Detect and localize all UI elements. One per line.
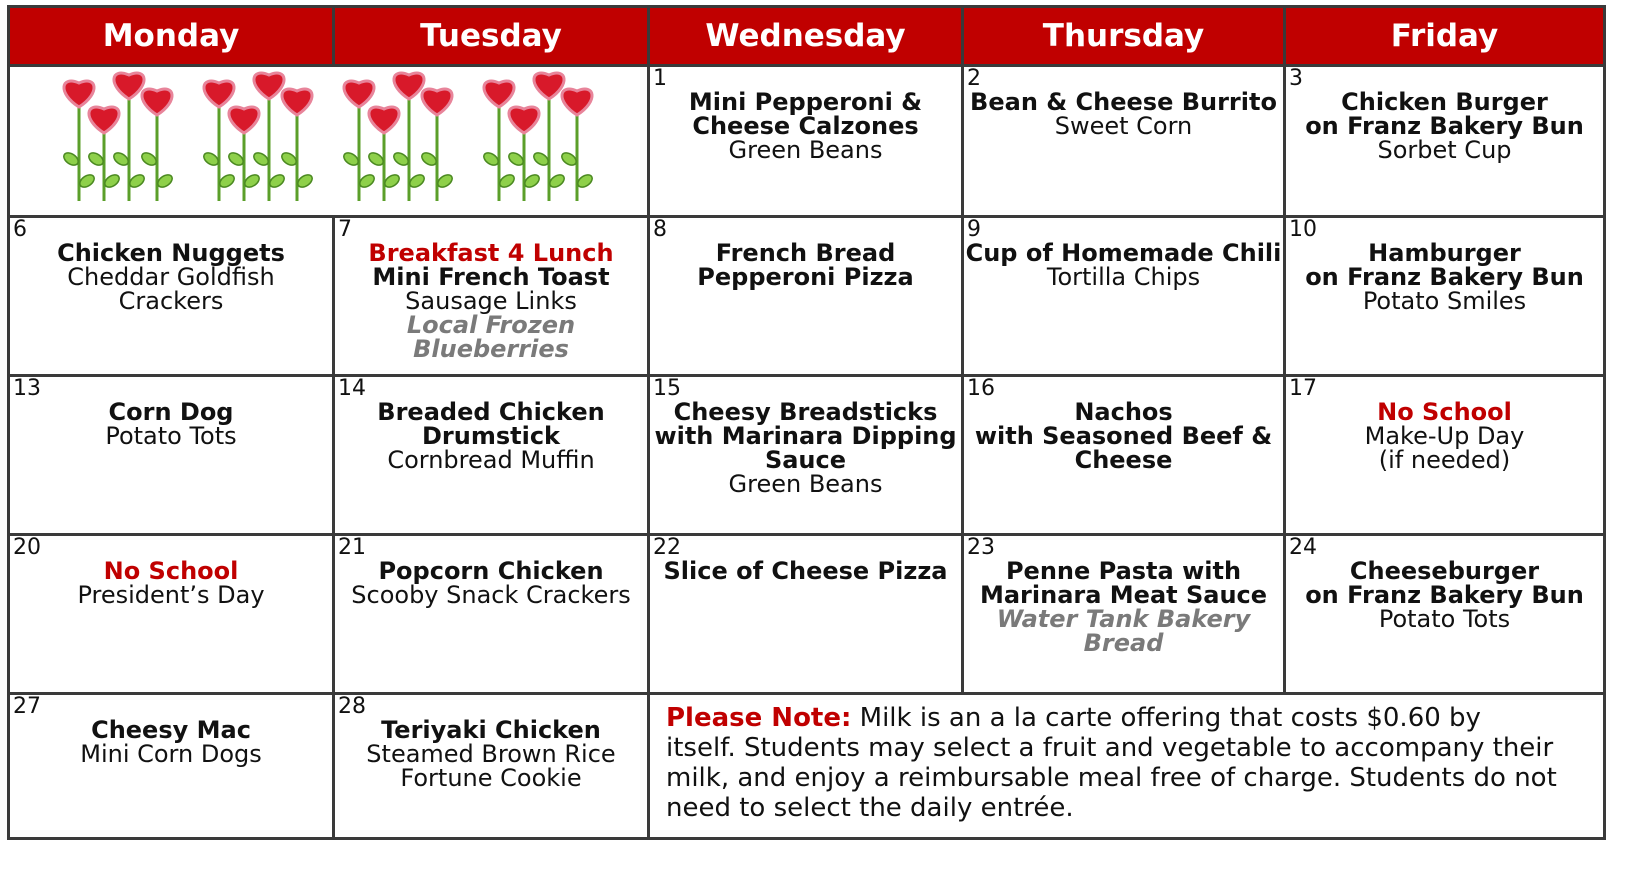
header-monday: Monday <box>9 7 334 66</box>
menu-item: Cup of Homemade Chili <box>965 239 1282 267</box>
day-menu <box>964 218 1283 289</box>
day-menu <box>1286 218 1603 313</box>
day-number: 16 <box>967 376 995 401</box>
heart-icon <box>141 89 171 115</box>
menu-item: No School <box>1377 398 1512 426</box>
day-number: 7 <box>338 217 352 242</box>
day-number: 13 <box>13 376 41 401</box>
day-cell <box>1285 217 1605 376</box>
day-menu <box>10 377 332 448</box>
menu-item: Sausage Links <box>405 287 577 315</box>
week-row-5 <box>9 694 1605 839</box>
menu-item: Potato Tots <box>105 422 237 450</box>
heart-icon <box>343 81 373 107</box>
day-number: 8 <box>653 217 667 242</box>
heart-icon <box>281 89 311 115</box>
day-cell <box>963 217 1285 376</box>
weekday-header-row <box>9 7 1605 66</box>
heart-icon <box>368 107 398 133</box>
day-number: 17 <box>1289 376 1317 401</box>
menu-item: Cheesy Breadsticks <box>673 398 938 426</box>
menu-item: Breakfast 4 Lunch <box>368 239 614 267</box>
menu-item: Potato Smiles <box>1362 287 1527 315</box>
day-number: 14 <box>338 376 366 401</box>
menu-item: Blueberries <box>413 335 569 363</box>
menu-item: Cornbread Muffin <box>387 446 595 474</box>
menu-item: Water Tank Bakery <box>996 605 1251 633</box>
day-menu <box>964 67 1283 138</box>
menu-item: Local Frozen <box>406 311 576 339</box>
menu-item: Slice of Cheese Pizza <box>663 557 948 585</box>
menu-item: Sorbet Cup <box>1377 136 1512 164</box>
menu-item: Fortune Cookie <box>400 764 582 792</box>
menu-item: Bread <box>1083 629 1164 657</box>
week-row-3 <box>9 376 1605 535</box>
day-cell <box>1285 376 1605 535</box>
menu-item: Pepperoni Pizza <box>697 263 914 291</box>
menu-item: Breaded Chicken <box>377 398 605 426</box>
day-number: 10 <box>1289 217 1317 242</box>
menu-item: (if needed) <box>1378 446 1511 474</box>
menu-item: Nachos <box>1074 398 1173 426</box>
day-menu <box>1286 67 1603 162</box>
menu-item: Penne Pasta with <box>1005 557 1242 585</box>
day-menu <box>650 377 961 496</box>
day-menu <box>650 218 961 289</box>
day-number: 15 <box>653 376 681 401</box>
note-label: Please Note: <box>666 703 852 733</box>
day-number: 28 <box>338 694 366 719</box>
header-tuesday: Tuesday <box>334 7 649 66</box>
heart-icon <box>508 107 538 133</box>
menu-item: Teriyaki Chicken <box>381 716 601 744</box>
menu-item: Drumstick <box>421 422 561 450</box>
day-menu <box>964 377 1283 472</box>
day-cell <box>963 376 1285 535</box>
day-number: 20 <box>13 535 41 560</box>
menu-item: Chicken Burger <box>1341 88 1548 116</box>
day-number: 27 <box>13 694 41 719</box>
day-cell <box>1285 535 1605 694</box>
menu-item: Sauce <box>764 446 847 474</box>
menu-item: with Marinara Dipping <box>654 422 957 450</box>
day-cell <box>649 66 963 217</box>
menu-item: Chicken Nuggets <box>57 239 285 267</box>
heart-flowers-decoration <box>9 66 649 217</box>
day-menu <box>10 536 332 607</box>
day-cell <box>334 535 649 694</box>
menu-item: Cheese Calzones <box>692 112 919 140</box>
day-menu <box>1286 377 1603 472</box>
menu-item: Cheeseburger <box>1349 557 1540 585</box>
heart-icon <box>63 81 93 107</box>
menu-item: Tortilla Chips <box>1046 263 1201 291</box>
day-cell <box>9 376 334 535</box>
menu-item: Make-Up Day <box>1364 422 1525 450</box>
heart-icon <box>253 73 283 99</box>
note-line: itself. Students may select a fruit and vegetable to accompany their <box>666 733 1554 763</box>
menu-item: Hamburger <box>1368 239 1521 267</box>
day-cell <box>963 66 1285 217</box>
header-thursday: Thursday <box>963 7 1285 66</box>
day-number: 9 <box>967 217 981 242</box>
menu-item: Mini Pepperoni & <box>688 88 923 116</box>
day-cell <box>649 535 963 694</box>
menu-item: Bean & Cheese Burrito <box>970 88 1277 116</box>
heart-icon <box>113 73 143 99</box>
menu-item: on Franz Bakery Bun <box>1305 263 1584 291</box>
day-number: 24 <box>1289 535 1317 560</box>
heart-icon <box>88 107 118 133</box>
menu-item: Mini Corn Dogs <box>80 740 262 768</box>
day-number: 21 <box>338 535 366 560</box>
day-menu <box>335 536 647 607</box>
heart-icon <box>483 81 513 107</box>
day-cell <box>9 694 334 839</box>
menu-item: on Franz Bakery Bun <box>1305 112 1584 140</box>
menu-item: on Franz Bakery Bun <box>1305 581 1584 609</box>
day-menu <box>335 218 647 361</box>
menu-item: with Seasoned Beef & <box>974 422 1273 450</box>
menu-item: Crackers <box>118 287 224 315</box>
menu-item: Sweet Corn <box>1054 112 1193 140</box>
header-friday: Friday <box>1285 7 1605 66</box>
day-menu <box>335 695 647 790</box>
day-cell <box>334 217 649 376</box>
menu-item: Marinara Meat Sauce <box>979 581 1268 609</box>
day-cell <box>649 217 963 376</box>
day-cell <box>649 376 963 535</box>
menu-item: Scooby Snack Crackers <box>351 581 631 609</box>
milk-note <box>649 694 1605 839</box>
note-line: Milk is an a la carte offering that costs $0.60 by <box>851 703 1481 733</box>
day-menu <box>650 67 961 162</box>
day-menu <box>964 536 1283 655</box>
header-wednesday: Wednesday <box>649 7 963 66</box>
heart-icon <box>421 89 451 115</box>
menu-item: Popcorn Chicken <box>378 557 604 585</box>
day-number: 1 <box>653 66 667 91</box>
menu-item: Green Beans <box>728 470 883 498</box>
day-cell <box>334 694 649 839</box>
menu-item: Steamed Brown Rice <box>366 740 616 768</box>
heart-icon <box>393 73 423 99</box>
day-cell <box>963 535 1285 694</box>
menu-item: Potato Tots <box>1378 605 1511 633</box>
day-number: 3 <box>1289 66 1303 91</box>
lunch-menu-calendar <box>7 5 1606 840</box>
day-number: 22 <box>653 535 681 560</box>
day-cell <box>1285 66 1605 217</box>
day-menu <box>10 218 332 313</box>
day-number: 2 <box>967 66 981 91</box>
heart-icon <box>533 73 563 99</box>
note-line: need to select the daily entrée. <box>666 793 1074 823</box>
day-cell <box>9 217 334 376</box>
menu-item: Cheesy Mac <box>91 716 251 744</box>
heart-flowers-icon <box>49 69 609 209</box>
heart-icon <box>203 81 233 107</box>
day-menu <box>10 695 332 766</box>
heart-icon <box>228 107 258 133</box>
heart-icon <box>561 89 591 115</box>
menu-item: Corn Dog <box>108 398 234 426</box>
week-row-4 <box>9 535 1605 694</box>
menu-item: No School <box>103 557 239 585</box>
day-cell <box>9 535 334 694</box>
day-menu <box>650 536 961 583</box>
day-menu <box>335 377 647 472</box>
week-row-2 <box>9 217 1605 376</box>
week-row-1 <box>9 66 1605 217</box>
note-line: milk, and enjoy a reimbursable meal free of charge. Students do not <box>666 763 1557 793</box>
menu-item: Cheese <box>1074 446 1173 474</box>
menu-item: French Bread <box>715 239 896 267</box>
menu-item: Green Beans <box>728 136 883 164</box>
menu-item: Mini French Toast <box>372 263 610 291</box>
menu-item: Cheddar Goldfish <box>67 263 275 291</box>
menu-item: President’s Day <box>77 581 265 609</box>
day-number: 23 <box>967 535 995 560</box>
day-cell <box>334 376 649 535</box>
day-number: 6 <box>13 217 27 242</box>
day-menu <box>1286 536 1603 631</box>
